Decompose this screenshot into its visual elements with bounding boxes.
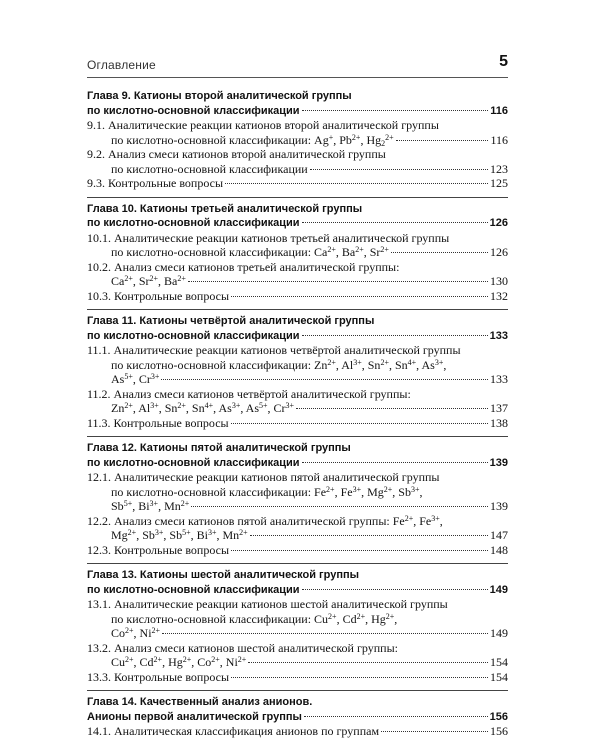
toc-section-line-page: 133: [490, 372, 508, 386]
toc-section-line-text: $As^{5+}$, $Cr^{3+}$: [111, 372, 160, 386]
toc-section-line: [87, 416, 508, 431]
toc-section-line-text: 11.3. Контрольные вопросы: [87, 415, 229, 430]
toc-section-line-text: $Co^{2+}$, $Ni^{2+}$: [111, 626, 161, 640]
toc-section-line: [87, 626, 508, 641]
toc-section-line-page: 148: [490, 542, 508, 557]
toc-section-line-leader: [250, 535, 488, 536]
chapter-title-line-leader: [302, 462, 488, 463]
toc-section-line: [87, 372, 508, 387]
chapter-title-line-page: 156: [489, 710, 508, 723]
toc-section-line-text: 10.3. Контрольные вопросы: [87, 288, 230, 303]
toc-section-line: [87, 401, 508, 416]
toc-section-line: по кислотно-основной классификации: $Fe^{2+}$, $Fe^{3+}$, $Mg^{2+}$, $Sb^{3+}$,: [111, 484, 423, 499]
toc-section-line-text: $Ca^{2+}$, $Sr^{2+}$, $Ba^{2+}$: [111, 274, 186, 288]
toc-section-line: [87, 499, 508, 514]
toc-section-line: [87, 670, 508, 685]
toc-section-line: [87, 289, 508, 304]
chapter-title-line-page: 139: [489, 456, 508, 469]
toc-section-line-page: 125: [490, 176, 508, 190]
toc-section: [87, 147, 508, 176]
toc-section: [87, 387, 508, 416]
chapter-title-line-page: 149: [489, 583, 508, 596]
toc-section-line: 11.1. Аналитические реакции катионов четвёртой аналитической группы: [87, 343, 461, 357]
toc-section: [87, 514, 508, 543]
toc-chapter: [87, 89, 508, 191]
toc-section: [87, 416, 508, 431]
toc-section: [87, 470, 508, 514]
toc-section-line: [87, 724, 508, 739]
toc-section-line: [87, 528, 508, 543]
toc-section: [87, 543, 508, 558]
toc-section-line-page: 139: [490, 499, 508, 513]
toc-section-line-page: 123: [490, 161, 508, 176]
chapter-title: Глава 12. Катионы пятой аналитической группы: [87, 442, 351, 454]
toc-chapter: [87, 563, 508, 684]
toc-section-line-leader: [191, 506, 488, 507]
toc-section-line-text: $Sb^{5+}$, $Bi^{3+}$, $Mn^{2+}$: [111, 499, 190, 513]
toc-section-line-page: 132: [490, 288, 508, 303]
toc-section-line-text: 13.3. Контрольные вопросы: [87, 669, 230, 684]
toc-section-line: 10.1. Аналитические реакции катионов третьей аналитической группы: [87, 230, 450, 245]
toc-section-line-text: по кислотно-основной классификации: [111, 161, 308, 176]
toc-section-line-leader: [231, 296, 488, 297]
toc-section-line-page: 126: [490, 245, 508, 259]
toc-section-line-leader: [231, 423, 488, 424]
chapter-title-line: [87, 456, 508, 471]
toc-section-line: по кислотно-основной классификации: $Cu^{2+}$, $Cd^{2+}$, $Hg^{2+}$,: [111, 611, 398, 626]
toc-section-line-leader: [225, 183, 488, 184]
page-number: 5: [499, 53, 508, 70]
toc-section-line-leader: [296, 408, 488, 409]
toc-section-line: 10.2. Анализ смеси катионов третьей аналитической группы:: [87, 259, 400, 274]
toc-section-line: 13.2. Анализ смеси катионов шестой аналитической группы:: [87, 640, 398, 655]
toc-section: [87, 724, 508, 739]
toc-section: [87, 289, 508, 304]
chapter-title-line-leader: [304, 716, 488, 717]
toc-section-line-page: 116: [490, 132, 508, 147]
chapter-title-line-leader: [302, 222, 488, 223]
toc-section-line-text: 9.3. Контрольные вопросы: [87, 176, 224, 190]
toc-section: [87, 260, 508, 289]
running-header: [87, 55, 508, 78]
toc-chapter: [87, 690, 508, 739]
table-of-contents: [87, 89, 508, 745]
toc-section-line-page: 149: [490, 626, 508, 640]
toc-section-line: 13.1. Аналитические реакции катионов шестой аналитической группы: [87, 597, 448, 611]
chapter-title-line: [87, 710, 508, 725]
toc-section-line-page: 154: [490, 655, 508, 669]
toc-section-line: 11.2. Анализ смеси катионов четвёртой аналитической группы:: [87, 386, 411, 401]
toc-section-line: [87, 245, 508, 260]
toc-section-line: [87, 543, 508, 558]
toc-section-line-leader: [161, 379, 488, 380]
chapter-title: Глава 14. Качественный анализ анионов.: [87, 696, 313, 708]
chapter-title-line: [87, 216, 508, 231]
chapter-title-line: [87, 104, 508, 119]
toc-section-line: [87, 274, 508, 289]
toc-section-line-page: 154: [490, 669, 508, 684]
toc-section-line-page: 138: [490, 415, 508, 430]
toc-section-line: [87, 176, 508, 191]
toc-section-line-leader: [162, 633, 488, 634]
header-title: Оглавление: [87, 58, 156, 72]
chapter-title-line-leader: [302, 110, 489, 111]
toc-section-line-leader: [391, 252, 488, 253]
toc-chapter: [87, 436, 508, 557]
toc-section-line: по кислотно-основной классификации: $Zn^{2+}$, $Al^{3+}$, $Sn^{2+}$, $Sn^{4+}$, $As^{3+}$,: [111, 357, 447, 372]
toc-section-line-leader: [231, 677, 488, 678]
chapter-title-line: [87, 329, 508, 344]
toc-section: [87, 670, 508, 685]
toc-section: [87, 176, 508, 191]
toc-section: [87, 641, 508, 670]
chapter-title-line-text: по кислотно-основной классификации: [87, 583, 300, 596]
toc-section-line-page: 147: [490, 528, 508, 542]
toc-section-line-text: $Mg^{2+}$, $Sb^{3+}$, $Sb^{5+}$, $Bi^{3+}$, $Mn^{2+}$: [111, 528, 248, 542]
chapter-title-line-text: по кислотно-основной классификации: [87, 104, 300, 117]
toc-section-line: [87, 133, 508, 148]
toc-section-line: 9.1. Аналитические реакции катионов второй аналитической группы: [87, 118, 439, 132]
toc-section-line-text: $Cu^{2+}$, $Cd^{2+}$, $Hg^{2+}$, $Co^{2+}$, $Ni^{2+}$: [111, 655, 247, 669]
toc-section-line-text: по кислотно-основной классификации: Ag+, $Pb^{2+}$, $Hg_2^{2+}$: [111, 132, 394, 148]
chapter-title: Глава 10. Катионы третьей аналитической группы: [87, 202, 363, 215]
chapter-title-line-text: по кислотно-основной классификации: [87, 217, 300, 229]
toc-section: [87, 231, 508, 260]
toc-section-line-text: 12.3. Контрольные вопросы: [87, 542, 230, 557]
toc-section-line-text: по кислотно-основной классификации: $Ca^{2+}$, $Ba^{2+}$, $Sr^{2+}$: [111, 245, 389, 259]
toc-section-line-leader: [231, 550, 488, 551]
toc-section-line-leader: [381, 731, 488, 732]
chapter-title: Глава 9. Катионы второй аналитической группы: [87, 90, 352, 102]
toc-chapter: [87, 197, 508, 304]
toc-section-line-page: 130: [490, 274, 508, 288]
toc-section-line: 12.1. Аналитические реакции катионов пятой аналитической группы: [87, 470, 440, 484]
toc-section-line: [87, 655, 508, 670]
toc-section-line-leader: [188, 281, 488, 282]
chapter-title-line-leader: [302, 335, 488, 336]
toc-section-line-page: 137: [490, 401, 508, 415]
toc-section-line-leader: [310, 169, 488, 170]
chapter-title-line-page: 126: [489, 217, 508, 229]
chapter-title-line-page: 133: [489, 329, 508, 342]
toc-section-line-leader: [248, 662, 488, 663]
chapter-title-line-text: по кислотно-основной классификации: [87, 456, 300, 469]
toc-section-line: [87, 162, 508, 177]
chapter-title-line: [87, 583, 508, 598]
chapter-title-line-page: 116: [490, 104, 508, 117]
toc-section-line-leader: [396, 140, 489, 141]
chapter-title-line-text: по кислотно-основной классификации: [87, 329, 300, 342]
toc-section-line-text: 14.1. Аналитическая классификация анионов по группам: [87, 724, 380, 738]
toc-section-line: 12.2. Анализ смеси катионов пятой аналитической группы: $Fe^{2+}$, $Fe^{3+}$,: [87, 513, 443, 528]
chapter-title-line-text: Анионы первой аналитической группы: [87, 710, 302, 723]
chapter-title: Глава 11. Катионы четвёртой аналитической группы: [87, 315, 375, 327]
toc-section: [87, 118, 508, 147]
toc-section-line-text: $Zn^{2+}$, $Al^{3+}$, $Sn^{2+}$, $Sn^{4+}$, $As^{3+}$, $As^{5+}$, $Cr^{3+}$: [111, 401, 295, 415]
chapter-title-line-leader: [302, 589, 488, 590]
toc-section: [87, 597, 508, 641]
chapter-title: Глава 13. Катионы шестой аналитической группы: [87, 569, 360, 581]
toc-section-line-page: 156: [490, 724, 508, 738]
toc-section-line: 9.2. Анализ смеси катионов второй аналитической группы: [87, 147, 386, 161]
toc-chapter: [87, 309, 508, 430]
toc-section: [87, 343, 508, 387]
